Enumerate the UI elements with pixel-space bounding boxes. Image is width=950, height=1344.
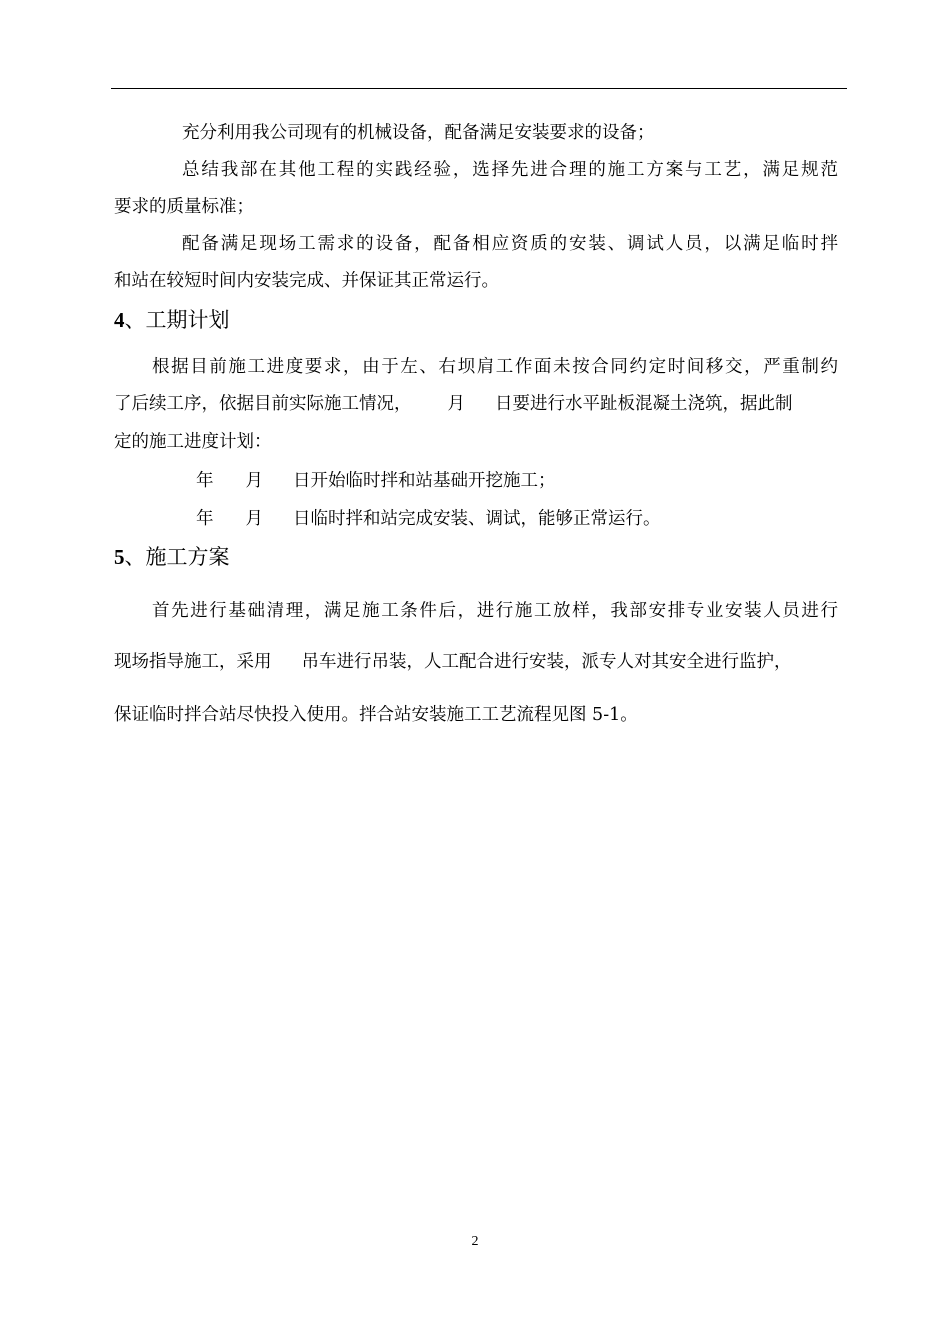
schedule-month: 月 xyxy=(245,509,263,529)
para3-line2: 和站在较短时间内安装完成、并保证其正常运行。 xyxy=(114,271,499,291)
section5-para-line3: 保证临时拌合站尽快投入使用。拌合站安装施工工艺流程见图 5-1。 xyxy=(114,705,638,725)
section5-heading xyxy=(114,543,230,571)
schedule-year: 年 xyxy=(196,509,214,529)
schedule-month: 月 xyxy=(245,471,263,491)
section5-para-line2-a: 现场指导施工，采用 xyxy=(114,652,272,672)
header-rule xyxy=(111,88,847,89)
section4-para-line1: 根据目前施工进度要求，由于左、右坝肩工作面未按合同约定时间移交，严重制约 xyxy=(152,357,838,377)
section4-para-line2-month: 月 xyxy=(447,394,465,414)
para3-line1: 配备满足现场工需求的设备，配备相应资质的安装、调试人员，以满足临时拌 xyxy=(182,234,838,254)
section4-number: 4 xyxy=(114,308,125,332)
section4-para-line2-b: 日要进行水平趾板混凝土浇筑，据此制 xyxy=(495,394,793,414)
para2-line2: 要求的质量标准； xyxy=(114,197,254,217)
section5-para-line1: 首先进行基础清理，满足施工条件后，进行施工放样，我部安排专业安装人员进行 xyxy=(152,601,838,621)
section5-para-line2-b: 吊车进行吊装，人工配合进行安装，派专人对其安全进行监护， xyxy=(301,652,792,672)
section4-heading xyxy=(114,306,230,334)
schedule-item xyxy=(196,469,556,493)
section5-title: 、施工方案 xyxy=(124,545,230,569)
section4-para-line3: 定的施工进度计划： xyxy=(114,432,272,452)
schedule-text: 日开始临时拌和站基础开挖施工； xyxy=(293,471,556,491)
section4-para-line2-a: 了后续工序，依据目前实际施工情况， xyxy=(114,394,412,414)
page-number: 2 xyxy=(471,1234,479,1249)
section5-para-line2 xyxy=(114,650,840,674)
schedule-text: 日临时拌和站完成安装、调试，能够正常运行。 xyxy=(293,509,661,529)
schedule-item xyxy=(196,507,661,531)
section4-para-line2 xyxy=(114,392,840,416)
section5-number: 5 xyxy=(114,545,125,569)
para1-line1: 充分利用我公司现有的机械设备，配备满足安装要求的设备； xyxy=(182,123,655,143)
schedule-year: 年 xyxy=(196,471,214,491)
para2-line1: 总结我部在其他工程的实践经验，选择先进合理的施工方案与工艺，满足规范 xyxy=(182,160,838,180)
section4-title: 、工期计划 xyxy=(124,308,230,332)
